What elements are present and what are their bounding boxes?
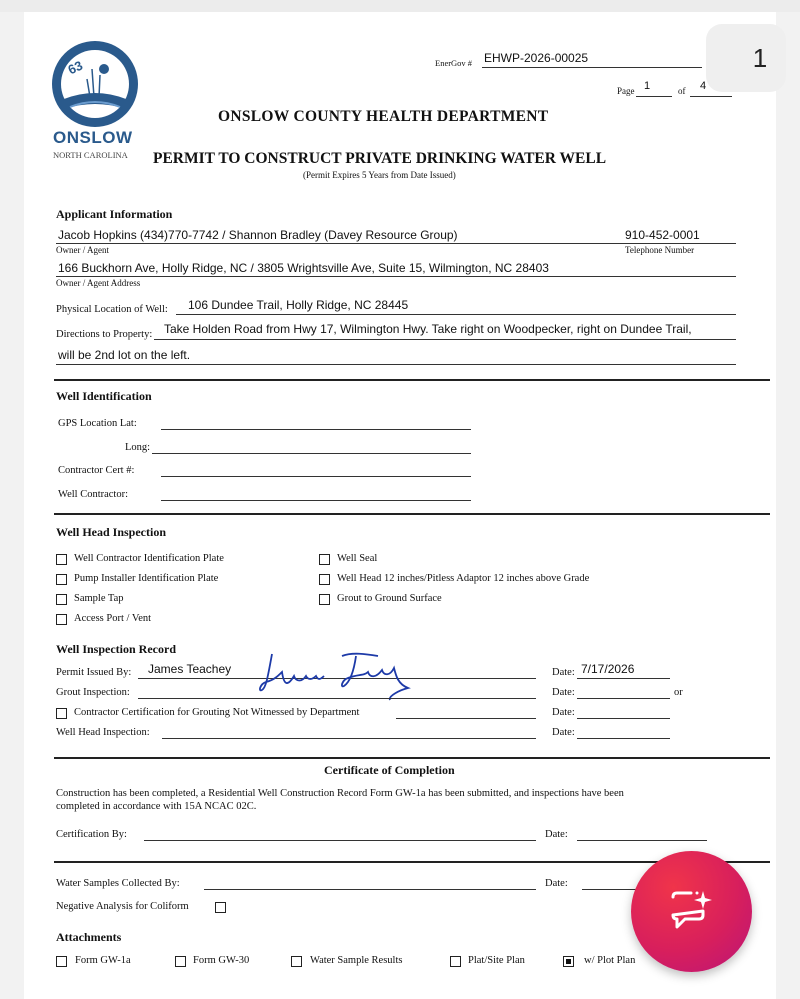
checkbox-pump-installer-plate[interactable] <box>56 574 67 585</box>
logo-name: ONSLOW <box>53 128 133 147</box>
date-label: Date: <box>545 878 568 889</box>
checkbox-contractor-id-plate[interactable] <box>56 554 67 565</box>
grout-inspection-label: Grout Inspection: <box>56 687 130 698</box>
logo-badge-number: 63 <box>65 57 85 78</box>
department-title: ONSLOW COUNTY HEALTH DEPARTMENT <box>218 108 549 125</box>
checkbox-label: Well Contractor Identification Plate <box>74 553 224 564</box>
of-label: of <box>678 86 686 96</box>
of-value: 4 <box>700 80 707 92</box>
viewer-background <box>0 0 800 12</box>
page-label: Page <box>617 86 635 96</box>
owner-agent-label: Owner / Agent <box>56 245 109 255</box>
attachment-checkbox-gw30[interactable] <box>175 956 186 967</box>
well-contractor-label: Well Contractor: <box>58 489 129 500</box>
date-label: Date: <box>552 707 575 718</box>
energov-label: EnerGov # <box>435 58 473 68</box>
applicant-section-title: Applicant Information <box>56 207 173 221</box>
date-label: Date: <box>552 727 575 738</box>
directions-label: Directions to Property: <box>56 329 153 340</box>
checkbox-contractor-certification[interactable] <box>56 708 67 719</box>
inspection-record-title: Well Inspection Record <box>56 642 176 656</box>
or-label: or <box>674 687 683 698</box>
ai-chat-fab-button[interactable] <box>631 851 752 972</box>
well-head-inspection-label: Well Head Inspection: <box>56 727 150 738</box>
issued-date-value: 7/17/2026 <box>581 662 635 676</box>
well-identification-title: Well Identification <box>56 389 152 403</box>
completion-text-line1: Construction has been completed, a Residential Well Construction Record Form GW-1a has been submitted, and inspections have been <box>56 788 624 799</box>
attachment-label: w/ Plot Plan <box>584 955 636 966</box>
permit-title: PERMIT TO CONSTRUCT PRIVATE DRINKING WATER WELL <box>153 150 607 167</box>
attachment-checkbox-plat-site-plan[interactable] <box>450 956 461 967</box>
physical-location-label: Physical Location of Well: <box>56 304 168 315</box>
certification-by-label: Certification By: <box>56 829 127 840</box>
attachment-checkbox-gw1a[interactable] <box>56 956 67 967</box>
checkbox-label: Pump Installer Identification Plate <box>74 573 219 584</box>
section-divider <box>54 757 770 759</box>
onslow-logo <box>50 39 140 129</box>
checkbox-negative-coliform[interactable] <box>215 902 226 913</box>
directions-value-line1: Take Holden Road from Hwy 17, Wilmington Hwy. Take right on Woodpecker, right on Dundee Trail, <box>164 322 692 336</box>
contractor-certification-label: Contractor Certification for Grouting Not Witnessed by Department <box>74 707 360 718</box>
checkbox-label: Well Seal <box>337 553 378 564</box>
checkbox-label: Well Head 12 inches/Pitless Adaptor 12 inches above Grade <box>337 573 590 584</box>
gps-long-label: Long: <box>125 442 151 453</box>
permit-subtitle: (Permit Expires 5 Years from Date Issued) <box>303 170 456 180</box>
permit-document-page <box>24 12 776 999</box>
checkbox-label: Access Port / Vent <box>74 613 152 624</box>
attachment-checkbox-plot-plan[interactable] <box>563 956 574 967</box>
completion-text-line2: completed in accordance with 15A NCAC 02C. <box>56 801 257 812</box>
attachment-checkbox-water-sample[interactable] <box>291 956 302 967</box>
permit-issued-value: James Teachey <box>148 662 232 676</box>
permit-issued-label: Permit Issued By: <box>56 667 132 678</box>
attachments-title: Attachments <box>56 930 122 944</box>
page-number-badge <box>706 24 786 92</box>
owner-agent-value: Jacob Hopkins (434)770-7742 / Shannon Bradley (Davey Resource Group) <box>58 228 458 242</box>
checkbox-well-seal[interactable] <box>319 554 330 565</box>
checkbox-well-head-12in[interactable] <box>319 574 330 585</box>
telephone-value: 910-452-0001 <box>625 228 700 242</box>
attachment-label: Water Sample Results <box>310 955 403 966</box>
attachment-label: Form GW-1a <box>75 955 131 966</box>
owner-address-value: 166 Buckhorn Ave, Holly Ridge, NC / 3805 Wrightsville Ave, Suite 15, Wilmington, NC 28403 <box>58 261 549 275</box>
well-head-inspection-title: Well Head Inspection <box>56 525 167 539</box>
checkbox-label: Sample Tap <box>74 593 124 604</box>
checkbox-access-port[interactable] <box>56 614 67 625</box>
certificate-title: Certificate of Completion <box>324 763 455 777</box>
directions-value-line2: will be 2nd lot on the left. <box>58 348 191 362</box>
page-number: 1 <box>752 43 768 73</box>
negative-coliform-label: Negative Analysis for Coliform <box>56 901 189 912</box>
date-label: Date: <box>545 829 568 840</box>
signature-image <box>258 646 418 702</box>
page-value: 1 <box>644 80 651 92</box>
energov-number: EHWP-2026-00025 <box>484 51 589 65</box>
section-divider <box>54 379 770 381</box>
checkbox-grout-ground-surface[interactable] <box>319 594 330 605</box>
contractor-cert-label: Contractor Cert #: <box>58 465 135 476</box>
date-label: Date: <box>552 667 575 678</box>
physical-location-value: 106 Dundee Trail, Holly Ridge, NC 28445 <box>188 298 409 312</box>
date-label: Date: <box>552 687 575 698</box>
attachment-label: Plat/Site Plan <box>468 955 525 966</box>
owner-address-label: Owner / Agent Address <box>56 278 141 288</box>
attachment-label: Form GW-30 <box>193 955 250 966</box>
samples-collected-label: Water Samples Collected By: <box>56 878 180 889</box>
telephone-label: Telephone Number <box>625 245 695 255</box>
sparkle-chat-icon <box>667 889 715 933</box>
logo-state: NORTH CAROLINA <box>53 150 128 160</box>
checkbox-sample-tap[interactable] <box>56 594 67 605</box>
section-divider <box>54 513 770 515</box>
gps-lat-label: GPS Location Lat: <box>58 418 137 429</box>
checkbox-label: Grout to Ground Surface <box>337 593 442 604</box>
